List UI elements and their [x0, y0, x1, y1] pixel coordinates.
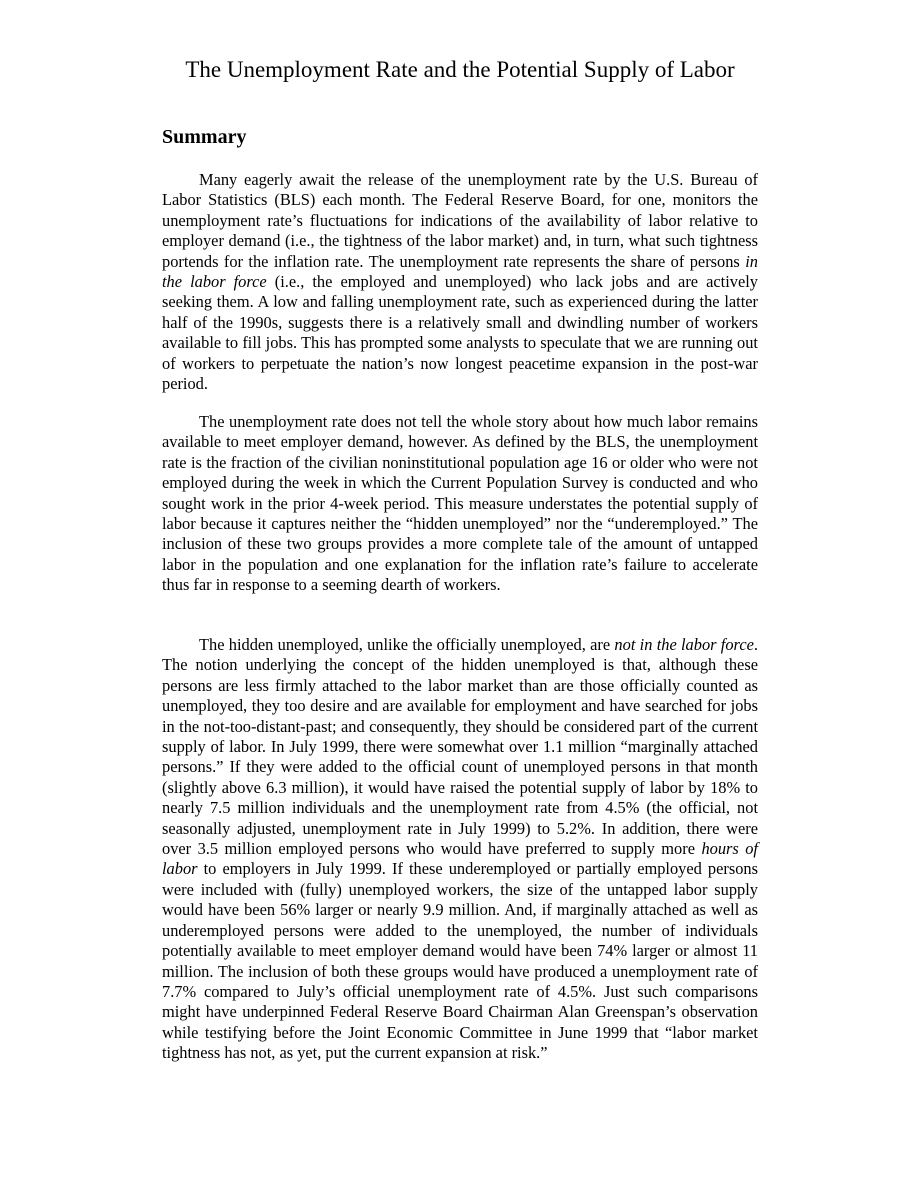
paragraph-2-text-1: The unemployment rate does not tell the whole story about how much labor remains available to meet employer demand, however. As defined by the BLS, the unemployment rate is the fraction of the civilian noninstitutional population age 16 or older who were not employed during the week in which the Current Population Survey is conducted and who sought work in the prior 4-week period. This measure understates the potential supply of labor because it captures neither the “hidden unemployed” nor the “underemployed.” The inclusion of these two groups provides a more complete tale of the amount of untapped labor in the population and one explanation for the inflation rate’s failure to accelerate thus far in response to a seeming dearth of workers. — [162, 412, 758, 595]
paragraph-3 — [162, 635, 758, 1064]
paragraph-3-italic-hours-of-labor: hours of labor — [162, 839, 758, 879]
paragraph-1 — [162, 170, 758, 394]
paragraph-1-text-1: Many eagerly await the release of the unemployment rate by the U.S. Bureau of Labor Statistics (BLS) each month. The Federal Reserve Board, for one, monitors the unemployment rate’s fluctuations for indications of the availability of labor relative to employer demand (i.e., the tightness of the labor market) and, in turn, what such tightness portends for the inflation rate. The unemployment rate represents the share of persons — [162, 170, 758, 271]
document-title: The Unemployment Rate and the Potential Supply of Labor — [185, 57, 735, 82]
paragraph-2 — [162, 412, 758, 596]
paragraph-3-text-3: to employers in July 1999. If these underemployed or partially employed persons were included with (fully) unemployed workers, the size of the untapped labor supply would have been 56% larger or nearly 9.9 million. And, if marginally attached as well as underemployed persons were added to the unemployed, the number of individuals potentially available to meet employer demand would have been 74% larger or almost 11 million. The inclusion of both these groups would have produced a unemployment rate of 7.7% compared to July’s official unemployment rate of 4.5%. Just such comparisons might have underpinned Federal Reserve Board Chairman Alan Greenspan’s observation while testifying before the Joint Economic Committee in June 1999 that “labor market tightness has not, as yet, put the current expansion at risk.” — [162, 859, 758, 1063]
paragraph-1-italic-in-labor-force: in the labor force — [162, 251, 758, 292]
paragraph-3-text-2: . The notion underlying the concept of the hidden unemployed is that, although these persons are less firmly attached to the labor market than are those officially counted as unemployed, they too desire and are available for employment and have searched for jobs in the not-too-distant-past; and consequently, they should be considered part of the current supply of labor. In July 1999, there were somewhat over 1.1 million “marginally attached persons.” If they were added to the official count of unemployed persons in that month (slightly above 6.3 million), it would have raised the potential supply of labor by 18% to nearly 7.5 million individuals and the unemployment rate from 4.5% (the official, not seasonally adjusted, unemployment rate in July 1999) to 5.2%. In addition, there were over 3.5 million employed persons who would have preferred to supply more — [162, 635, 758, 859]
paragraph-1-text-2: (i.e., the employed and unemployed) who lack jobs and are actively seeking them. A low and falling unemployment rate, such as experienced during the latter half of the 1990s, suggests there is a relatively small and dwindling number of workers available to fill jobs. This has prompted some analysts to speculate that we are running out of workers to perpetuate the nation’s now longest peacetime expansion in the post-war period. — [162, 272, 758, 394]
section-heading-summary: Summary — [162, 126, 247, 148]
paragraph-3-text-1: The hidden unemployed, unlike the officially unemployed, are — [199, 635, 615, 654]
paragraph-3-italic-not-in-labor-force: not in the labor force — [614, 635, 754, 654]
